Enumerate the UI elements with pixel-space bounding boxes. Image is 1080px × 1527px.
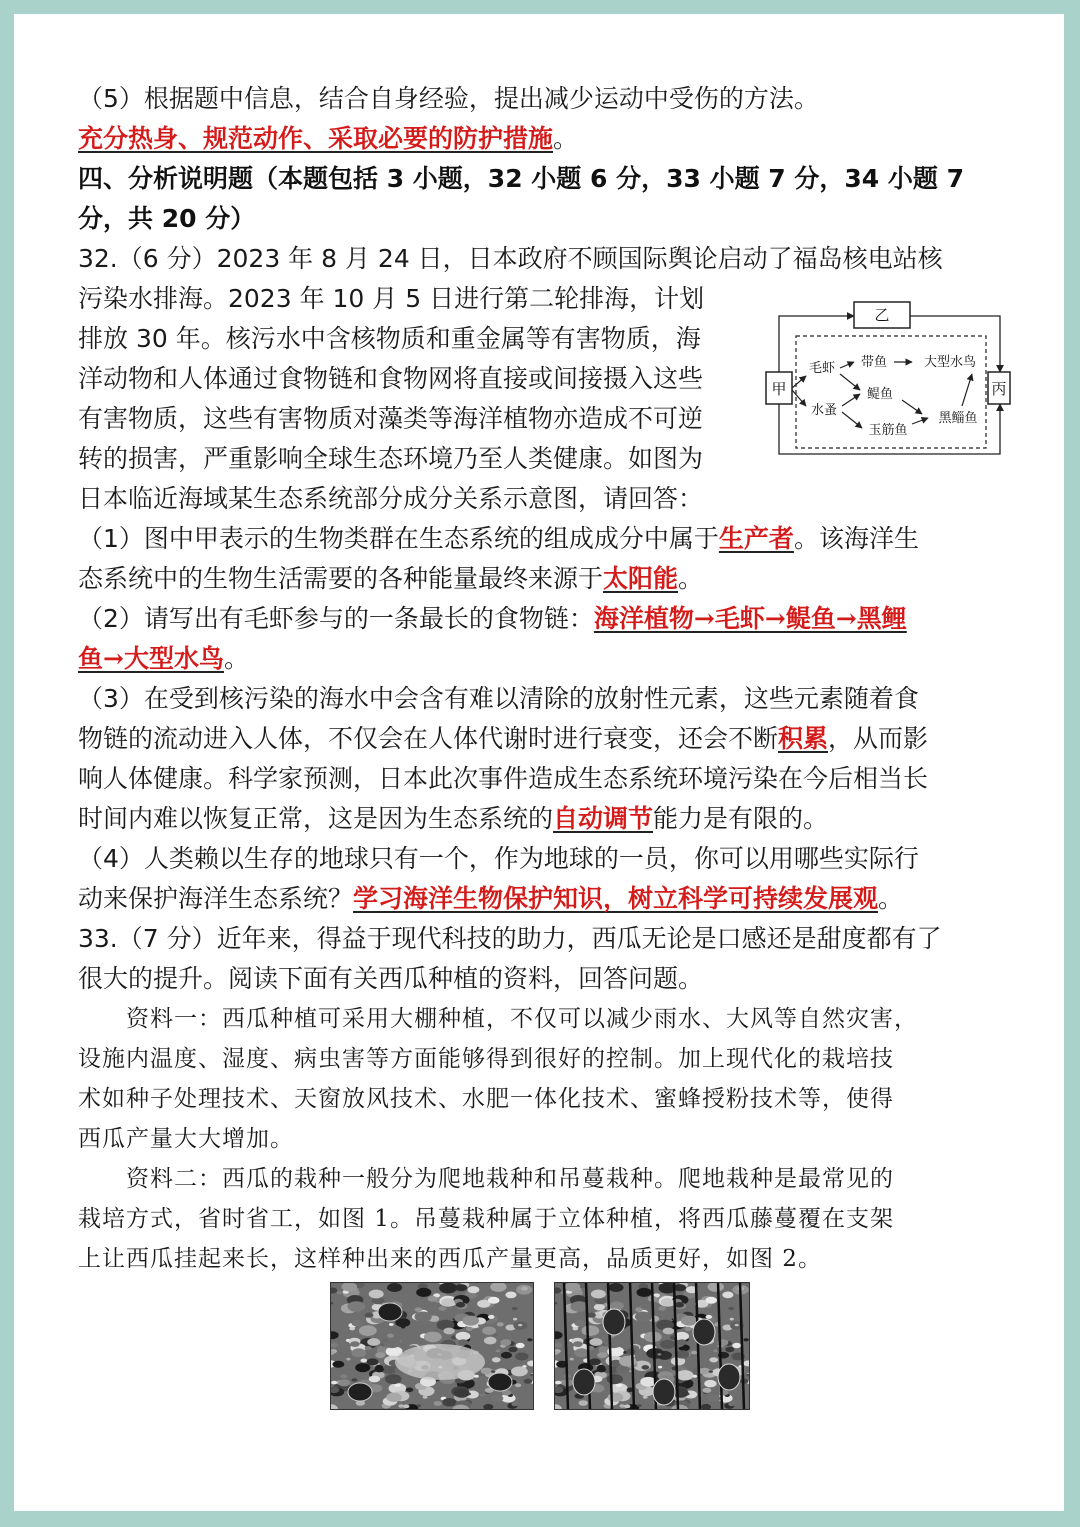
question-text: （2）请写出有毛虾参与的一条最长的食物链： [78, 604, 594, 633]
diagram-label-shuizao: 水蚤 [810, 403, 838, 418]
question-text: 。 [553, 124, 579, 153]
section-heading: 四、分析说明题（本题包括 3 小题，32 小题 6 分，33 小题 7 分，34 小题 7 [78, 164, 964, 193]
text-line [78, 322, 701, 356]
diagram-label-jia: 甲 [771, 380, 787, 398]
text-line [78, 762, 928, 796]
text-line [78, 962, 703, 996]
question-text: 动来保护海洋生态系统？ [78, 884, 354, 913]
answer-text: 自动调节 [553, 804, 654, 833]
answer-text: 鱼→大型水鸟 [78, 644, 224, 673]
text-line [78, 162, 964, 196]
figure-2-photo [554, 1282, 750, 1410]
diagram-label-daiyu: 带鱼 [860, 355, 888, 370]
text-line [78, 682, 919, 716]
question-text: （4）人类赖以生存的地球只有一个，作为地球的一员，你可以用哪些实际行 [78, 844, 919, 873]
text-line [78, 882, 903, 916]
question-text: 能力是有限的。 [653, 804, 829, 833]
answer-text: 生产者 [718, 524, 794, 553]
diagram-label-yi: 乙 [874, 306, 890, 324]
question-text: 响人体健康。科学家预测，日本此次事件造成生态系统环境污染在今后相当长 [78, 764, 929, 793]
answer-text: 太阳能 [603, 564, 679, 593]
question-text: 日本临近海域某生态系统部分成分关系示意图，请回答： [78, 484, 704, 513]
question-text: 污染水排海。2023 年 10 月 5 日进行第二轮排海，计划 [78, 284, 705, 313]
text-line [78, 442, 703, 476]
question-text: （3）在受到核污染的海水中会含有难以清除的放射性元素，这些元素随着食 [78, 684, 919, 713]
question-text: 时间内难以恢复正常，这是因为生态系统的 [78, 804, 554, 833]
question-text: 态系统中的生物生活需要的各种能量最终来源于 [78, 564, 604, 593]
diagram-label-bing: 丙 [991, 380, 1007, 398]
question-text: 洋动物和人体通过食物链和食物网将直接或间接摄入这些 [78, 364, 704, 393]
question-text: （5）根据题中信息，结合自身经验，提出减少运动中受伤的方法。 [78, 84, 819, 113]
question-text: 。该海洋生 [793, 524, 919, 553]
ecosystem-diagram [762, 298, 1012, 458]
section-heading: 分，共 20 分） [78, 204, 256, 233]
diagram-label-heiliyu: 黑鲻鱼 [938, 411, 978, 426]
question-text: 。 [223, 644, 249, 673]
text-line [78, 562, 703, 596]
text-line [78, 602, 907, 636]
question-text: 转的损害，严重影响全球生态环境乃至人类健康。如图为 [78, 444, 704, 473]
text-line [78, 842, 919, 876]
material-text: 西瓜产量大大增加。 [78, 1126, 294, 1152]
material-text: 资料二：西瓜的栽种一般分为爬地栽种和吊蔓栽种。爬地栽种是最常见的 [78, 1166, 894, 1192]
question-text: 32.（6 分）2023 年 8 月 24 日，日本政府不顾国际舆论启动了福岛核电站核 [78, 244, 943, 273]
question-text: 物链的流动进入人体，不仅会在人体代谢时进行衰变，还会不断 [78, 724, 779, 753]
question-text: 很大的提升。阅读下面有关西瓜种植的资料，回答问题。 [78, 964, 704, 993]
question-text: 。 [878, 884, 904, 913]
text-line [78, 482, 703, 516]
figure-1-photo [330, 1282, 534, 1410]
text-line [78, 402, 703, 436]
text-line [78, 122, 578, 156]
question-text: ，从而影 [828, 724, 929, 753]
question-text: 排放 30 年。核污水中含核物质和重金属等有害物质，海 [78, 324, 701, 353]
text-line [78, 922, 942, 956]
answer-text: 海洋植物→毛虾→鳀鱼→黑鲤 [593, 604, 907, 633]
question-text: 。 [678, 564, 704, 593]
answer-text: 充分热身、规范动作、采取必要的防护措施 [78, 124, 554, 153]
material-text: 资料一：西瓜种植可采用大棚种植，不仅可以减少雨水、大风等自然灾害， [78, 1006, 918, 1032]
answer-text: 积累 [778, 724, 829, 753]
text-line [78, 722, 928, 756]
text-line [78, 202, 255, 236]
question-text: 33.（7 分）近年来，得益于现代科技的助力，西瓜无论是口感还是甜度都有了 [78, 924, 942, 953]
material-text: 设施内温度、湿度、病虫害等方面能够得到很好的控制。加上现代化的栽培技 [78, 1046, 894, 1072]
diagram-label-maoxia: 毛虾 [808, 361, 836, 376]
question-text: （1）图中甲表示的生物类群在生态系统的组成成分中属于 [78, 524, 719, 553]
text-line [78, 362, 703, 396]
text-line [78, 242, 943, 276]
text-line [78, 522, 919, 556]
question-text: 有害物质，这些有害物质对藻类等海洋植物亦造成不可逆 [78, 404, 704, 433]
diagram-label-tiyu: 鳀鱼 [866, 387, 894, 402]
text-line [78, 802, 828, 836]
material-text: 上让西瓜挂起来长，这样种出来的西瓜产量更高，品质更好，如图 2。 [78, 1246, 822, 1272]
text-line [78, 282, 704, 316]
diagram-label-yujinyu: 玉筋鱼 [868, 423, 908, 438]
worksheet-page [14, 14, 1064, 1511]
answer-text: 学习海洋生物保护知识，树立科学可持续发展观 [353, 884, 879, 913]
diagram-label-dashuiniao: 大型水鸟 [923, 355, 977, 370]
text-line [78, 642, 249, 676]
material-text: 术如种子处理技术、天窗放风技术、水肥一体化技术、蜜蜂授粉技术等，使得 [78, 1086, 894, 1112]
text-line [78, 82, 819, 116]
material-text: 栽培方式，省时省工，如图 1。吊蔓栽种属于立体种植，将西瓜藤蔓覆在支架 [78, 1206, 894, 1232]
